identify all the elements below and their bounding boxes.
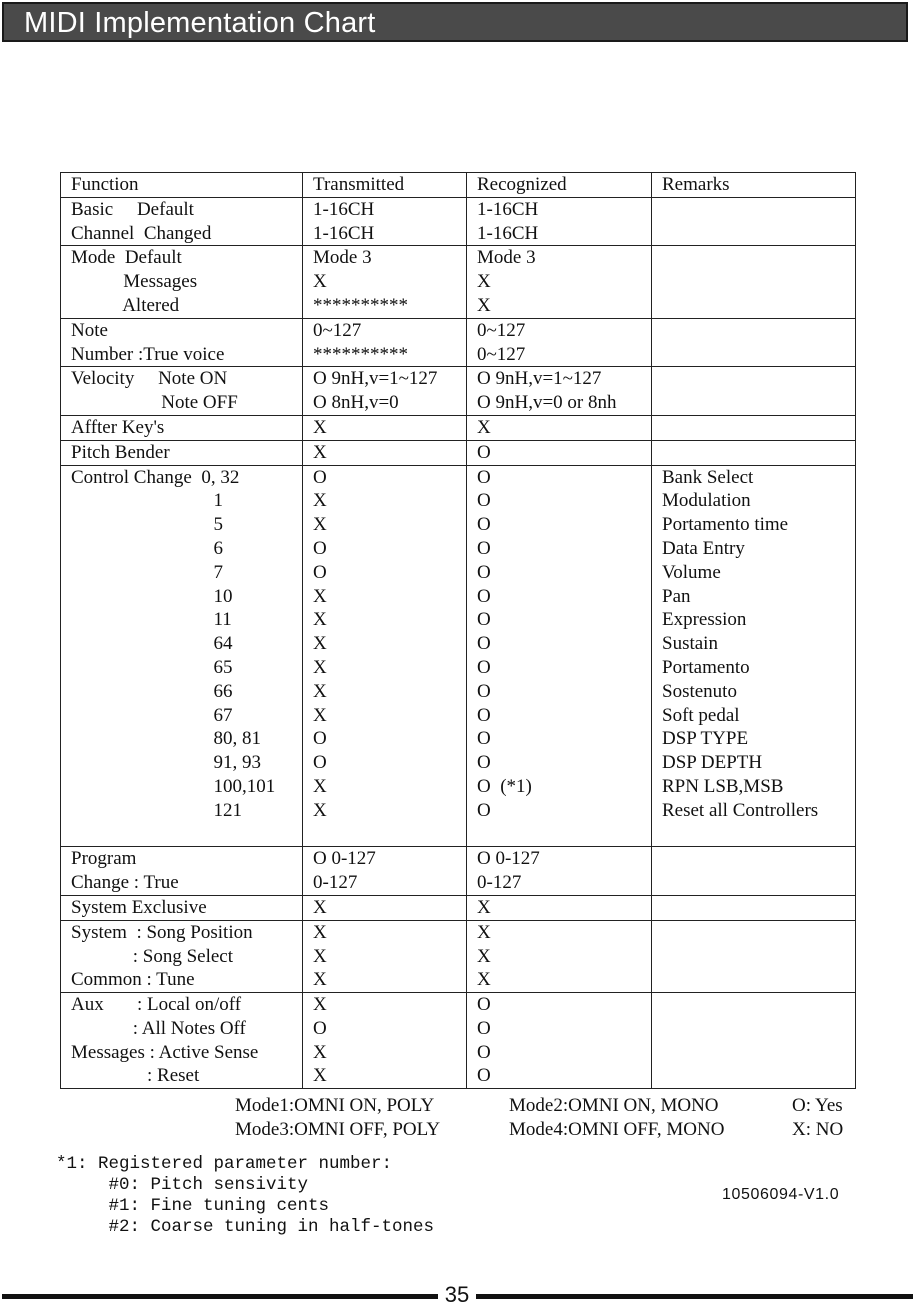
table-row <box>61 197 856 221</box>
column-header-transmitted: Transmitted <box>303 173 467 198</box>
table-row <box>61 895 856 920</box>
cell-remarks <box>652 197 856 221</box>
cell-remarks: Portamento time <box>652 513 856 537</box>
page-number: 35 <box>440 1282 474 1308</box>
cell-remarks <box>652 222 856 246</box>
cell-remarks <box>652 993 856 1017</box>
footnote-line: *1: Registered parameter number: <box>56 1154 393 1174</box>
table-row <box>61 270 856 294</box>
mode3-text: Mode3:OMNI OFF, POLY <box>235 1119 441 1140</box>
cell-transmitted: X <box>303 632 467 656</box>
cell-remarks <box>652 1041 856 1065</box>
cell-remarks: Sustain <box>652 632 856 656</box>
table-row <box>61 343 856 367</box>
cell-function: 10 <box>61 585 303 609</box>
table-row <box>61 294 856 318</box>
cell-recognized: O <box>467 489 652 513</box>
cell-recognized: O <box>467 727 652 751</box>
cell-recognized: 1-16CH <box>467 197 652 221</box>
cell-transmitted: X <box>303 1041 467 1065</box>
cell-recognized: O <box>467 440 652 465</box>
cell-transmitted: X <box>303 656 467 680</box>
cell-recognized: 1-16CH <box>467 222 652 246</box>
cell-function: Mode Default <box>61 246 303 270</box>
table-row <box>61 222 856 246</box>
yes-legend: O: Yes <box>792 1095 843 1116</box>
cell-remarks: DSP DEPTH <box>652 751 856 775</box>
title-bar <box>2 2 908 42</box>
table-row <box>61 775 856 799</box>
table-row <box>61 751 856 775</box>
cell-remarks: DSP TYPE <box>652 727 856 751</box>
mode-legend-col1 <box>235 1094 440 1142</box>
table-row <box>61 1064 856 1088</box>
cell-recognized: O <box>467 1041 652 1065</box>
cell-remarks <box>652 945 856 969</box>
cell-transmitted: X <box>303 945 467 969</box>
cell-function: Common : Tune <box>61 968 303 992</box>
cell-recognized: X <box>467 415 652 440</box>
cell-function: Number :True voice <box>61 343 303 367</box>
table-row <box>61 561 856 585</box>
cell-recognized: O <box>467 465 652 489</box>
table-row <box>61 680 856 704</box>
table-row <box>61 656 856 680</box>
cell-function: 100,101 <box>61 775 303 799</box>
cell-recognized: 0~127 <box>467 343 652 367</box>
table-header-row <box>61 173 856 198</box>
cell-function: Change : True <box>61 871 303 895</box>
cell-transmitted: X <box>303 680 467 704</box>
cell-recognized: X <box>467 920 652 944</box>
footnotes <box>56 1154 434 1238</box>
column-header-remarks: Remarks <box>652 173 856 198</box>
cell-remarks <box>652 920 856 944</box>
cell-recognized: X <box>467 895 652 920</box>
table-row <box>61 318 856 342</box>
cell-function: : Song Select <box>61 945 303 969</box>
cell-remarks <box>652 823 856 847</box>
table-row <box>61 489 856 513</box>
cell-recognized: Mode 3 <box>467 246 652 270</box>
mode-legend-col2 <box>509 1094 724 1142</box>
cell-function: 80, 81 <box>61 727 303 751</box>
cell-remarks: Expression <box>652 608 856 632</box>
cell-function <box>61 823 303 847</box>
cell-remarks: Sostenuto <box>652 680 856 704</box>
cell-transmitted: O <box>303 1017 467 1041</box>
cell-recognized: O <box>467 993 652 1017</box>
cell-transmitted: X <box>303 704 467 728</box>
cell-transmitted: X <box>303 1064 467 1088</box>
cell-recognized: O (*1) <box>467 775 652 799</box>
cell-transmitted: X <box>303 585 467 609</box>
cell-transmitted: X <box>303 608 467 632</box>
cell-remarks: Portamento <box>652 656 856 680</box>
mode2-text: Mode2:OMNI ON, MONO <box>509 1095 719 1116</box>
cell-function: Program <box>61 847 303 871</box>
footnote-line: #0: Pitch sensivity <box>56 1175 309 1195</box>
cell-recognized: X <box>467 968 652 992</box>
cell-function: System : Song Position <box>61 920 303 944</box>
table-row <box>61 945 856 969</box>
cell-recognized: O <box>467 537 652 561</box>
cell-transmitted: 1-16CH <box>303 222 467 246</box>
cell-transmitted: X <box>303 415 467 440</box>
cell-recognized: X <box>467 945 652 969</box>
table-row <box>61 823 856 847</box>
cell-function: Messages <box>61 270 303 294</box>
cell-recognized: O <box>467 608 652 632</box>
cell-remarks <box>652 847 856 871</box>
cell-remarks <box>652 415 856 440</box>
table-row <box>61 537 856 561</box>
cell-transmitted: O <box>303 561 467 585</box>
cell-recognized: X <box>467 294 652 318</box>
footnote-line: #1: Fine tuning cents <box>56 1196 330 1216</box>
table-row <box>61 632 856 656</box>
cell-remarks <box>652 318 856 342</box>
cell-function: Note OFF <box>61 391 303 415</box>
cell-transmitted: X <box>303 799 467 823</box>
table-row <box>61 1041 856 1065</box>
yes-no-legend <box>792 1094 843 1142</box>
cell-transmitted: X <box>303 775 467 799</box>
table-row <box>61 367 856 391</box>
cell-function: Control Change 0, 32 <box>61 465 303 489</box>
cell-function: 7 <box>61 561 303 585</box>
cell-function: Channel Changed <box>61 222 303 246</box>
cell-function: System Exclusive <box>61 895 303 920</box>
cell-recognized <box>467 823 652 847</box>
table-row <box>61 727 856 751</box>
cell-remarks <box>652 968 856 992</box>
cell-transmitted: Mode 3 <box>303 246 467 270</box>
cell-remarks: Pan <box>652 585 856 609</box>
table-row <box>61 246 856 270</box>
cell-remarks <box>652 440 856 465</box>
table-row <box>61 440 856 465</box>
cell-transmitted: ********** <box>303 343 467 367</box>
table-row <box>61 415 856 440</box>
table-row <box>61 1017 856 1041</box>
midi-implementation-table <box>60 172 856 1089</box>
cell-recognized: 0~127 <box>467 318 652 342</box>
cell-transmitted <box>303 823 467 847</box>
cell-remarks: Modulation <box>652 489 856 513</box>
cell-remarks <box>652 343 856 367</box>
cell-recognized: O 0-127 <box>467 847 652 871</box>
cell-remarks: Volume <box>652 561 856 585</box>
no-legend: X: NO <box>792 1119 844 1140</box>
cell-function: : Reset <box>61 1064 303 1088</box>
mode1-text: Mode1:OMNI ON, POLY <box>235 1095 435 1116</box>
cell-remarks <box>652 270 856 294</box>
cell-recognized: O <box>467 513 652 537</box>
cell-remarks <box>652 246 856 270</box>
cell-function: 11 <box>61 608 303 632</box>
document-code: 10506094-V1.0 <box>722 1186 840 1203</box>
column-header-recognized: Recognized <box>467 173 652 198</box>
cell-recognized: O 9nH,v=1~127 <box>467 367 652 391</box>
cell-transmitted: X <box>303 920 467 944</box>
cell-remarks <box>652 294 856 318</box>
cell-transmitted: X <box>303 968 467 992</box>
table-row <box>61 871 856 895</box>
mode4-text: Mode4:OMNI OFF, MONO <box>509 1119 725 1140</box>
cell-transmitted: 1-16CH <box>303 197 467 221</box>
cell-transmitted: O <box>303 537 467 561</box>
cell-transmitted: O 0-127 <box>303 847 467 871</box>
cell-function: 65 <box>61 656 303 680</box>
table-row <box>61 391 856 415</box>
cell-remarks: Data Entry <box>652 537 856 561</box>
cell-recognized: O <box>467 1064 652 1088</box>
cell-transmitted: O 8nH,v=0 <box>303 391 467 415</box>
cell-function: Affter Key's <box>61 415 303 440</box>
cell-transmitted: 0-127 <box>303 871 467 895</box>
cell-transmitted: X <box>303 489 467 513</box>
cell-function: 67 <box>61 704 303 728</box>
cell-recognized: O <box>467 656 652 680</box>
cell-recognized: O <box>467 1017 652 1041</box>
cell-remarks: Bank Select <box>652 465 856 489</box>
table-row <box>61 799 856 823</box>
cell-transmitted: ********** <box>303 294 467 318</box>
cell-transmitted: X <box>303 440 467 465</box>
cell-transmitted: X <box>303 270 467 294</box>
cell-function: 5 <box>61 513 303 537</box>
cell-transmitted: O <box>303 751 467 775</box>
table-row <box>61 704 856 728</box>
cell-recognized: O 9nH,v=0 or 8nh <box>467 391 652 415</box>
cell-function: Messages : Active Sense <box>61 1041 303 1065</box>
cell-recognized: O <box>467 704 652 728</box>
footer-rule-right <box>476 1294 913 1299</box>
cell-transmitted: X <box>303 895 467 920</box>
page-title: MIDI Implementation Chart <box>24 7 376 39</box>
cell-recognized: X <box>467 270 652 294</box>
table-row <box>61 847 856 871</box>
footnote-line: #2: Coarse tuning in half-tones <box>56 1217 435 1237</box>
cell-function: 64 <box>61 632 303 656</box>
cell-transmitted: O <box>303 465 467 489</box>
table-row <box>61 968 856 992</box>
cell-function: 66 <box>61 680 303 704</box>
cell-remarks <box>652 895 856 920</box>
cell-function: Note <box>61 318 303 342</box>
cell-remarks <box>652 367 856 391</box>
cell-recognized: O <box>467 561 652 585</box>
cell-remarks <box>652 391 856 415</box>
cell-function: 91, 93 <box>61 751 303 775</box>
cell-transmitted: O <box>303 727 467 751</box>
cell-transmitted: X <box>303 513 467 537</box>
cell-transmitted: 0~127 <box>303 318 467 342</box>
table-row <box>61 465 856 489</box>
cell-recognized: O <box>467 680 652 704</box>
cell-transmitted: X <box>303 993 467 1017</box>
cell-recognized: O <box>467 751 652 775</box>
cell-remarks: Reset all Controllers <box>652 799 856 823</box>
table-row <box>61 993 856 1017</box>
cell-remarks <box>652 871 856 895</box>
cell-function: 121 <box>61 799 303 823</box>
cell-recognized: 0-127 <box>467 871 652 895</box>
table-row <box>61 585 856 609</box>
cell-remarks: RPN LSB,MSB <box>652 775 856 799</box>
cell-function: 1 <box>61 489 303 513</box>
cell-function: Pitch Bender <box>61 440 303 465</box>
cell-function: : All Notes Off <box>61 1017 303 1041</box>
cell-function: Velocity Note ON <box>61 367 303 391</box>
cell-function: Aux : Local on/off <box>61 993 303 1017</box>
cell-recognized: O <box>467 799 652 823</box>
footer-rule-left <box>2 1294 438 1299</box>
cell-remarks <box>652 1017 856 1041</box>
cell-recognized: O <box>467 632 652 656</box>
cell-function: 6 <box>61 537 303 561</box>
cell-transmitted: O 9nH,v=1~127 <box>303 367 467 391</box>
cell-function: Basic Default <box>61 197 303 221</box>
column-header-function: Function <box>61 173 303 198</box>
cell-recognized: O <box>467 585 652 609</box>
table-row <box>61 513 856 537</box>
table-row <box>61 608 856 632</box>
table-row <box>61 920 856 944</box>
cell-remarks <box>652 1064 856 1088</box>
cell-function: Altered <box>61 294 303 318</box>
cell-remarks: Soft pedal <box>652 704 856 728</box>
